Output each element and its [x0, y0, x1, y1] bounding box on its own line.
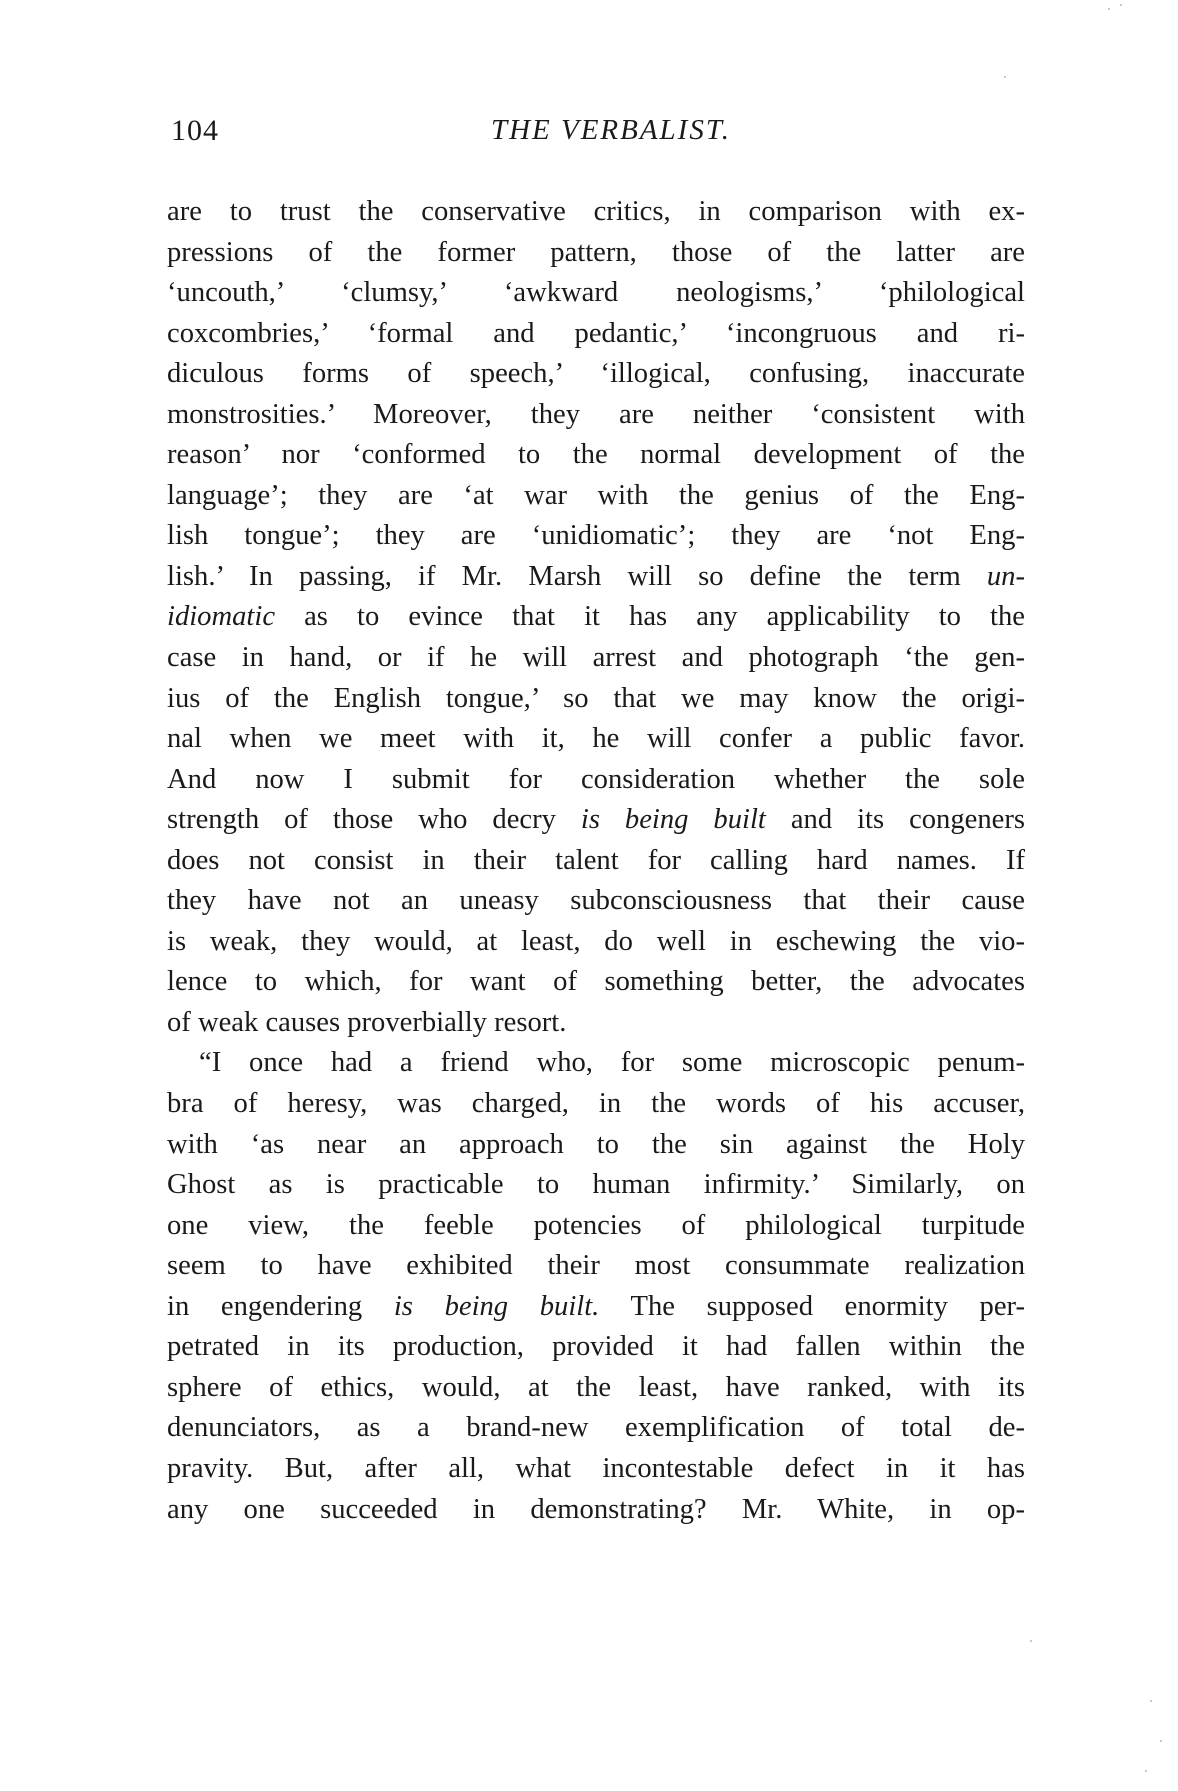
scan-speck — [1145, 1770, 1147, 1772]
text-line: with ‘as near an approach to the sin against the Holy — [167, 1128, 1025, 1160]
text-line: monstrosities.’ Moreover, they are neither ‘consistent with — [167, 398, 1025, 430]
text-line: does not consist in their talent for calling hard names. If — [167, 844, 1025, 876]
text-line: are to trust the conservative critics, in comparison with ex- — [167, 196, 1025, 227]
scan-speck — [1160, 1740, 1162, 1742]
text-line: one view, the feeble potencies of philological turpitude — [167, 1209, 1025, 1241]
italic-term: is being built — [580, 804, 766, 836]
text-line: diculous forms of speech,’ ‘illogical, confusing, inaccurate — [167, 358, 1025, 390]
text-line: is weak, they would, at least, do well in eschewing the vio- — [167, 925, 1025, 957]
text-line: idiomatic as to evince that it has any applicability to the — [167, 601, 1025, 633]
text-line: in engendering is being built. The supposed enormity per- — [167, 1290, 1025, 1322]
scan-speck — [1150, 1700, 1152, 1702]
text-line: nal when we meet with it, he will confer a public favor. — [167, 723, 1025, 755]
italic-term: un- — [986, 560, 1025, 592]
text-line: lence to which, for want of something better, the advocates — [167, 966, 1025, 998]
text-line: any one succeeded in demonstrating? Mr. White, in op- — [167, 1493, 1025, 1525]
italic-term: is being built. — [393, 1290, 600, 1322]
text-line: “I once had a friend who, for some microscopic penum- — [199, 1047, 1025, 1079]
text-line: pressions of the former pattern, those of the latter are — [167, 236, 1025, 268]
text-line: ‘uncouth,’ ‘clumsy,’ ‘awkward neologisms,’ ‘philological — [167, 277, 1025, 309]
text-line: And now I submit for consideration whether the sole — [167, 763, 1025, 795]
scan-speck — [1120, 4, 1122, 6]
text-line: pravity. But, after all, what incontestable defect in it has — [167, 1452, 1025, 1484]
page-number: 104 — [171, 114, 219, 147]
text-line: lish tongue’; they are ‘unidiomatic’; they are ‘not Eng- — [167, 520, 1025, 552]
text-line: of weak causes proverbially resort. — [167, 1006, 567, 1038]
text-line: language’; they are ‘at war with the genius of the Eng- — [167, 479, 1025, 511]
scan-speck — [1030, 1640, 1032, 1642]
text-line: reason’ nor ‘conformed to the normal development of the — [167, 439, 1025, 471]
text-line: bra of heresy, was charged, in the words of his accuser, — [167, 1088, 1025, 1120]
text-line: denunciators, as a brand-new exemplification of total de- — [167, 1412, 1025, 1444]
running-header — [167, 110, 1025, 154]
text-line: strength of those who decry is being built and its congeners — [167, 804, 1025, 836]
text-line: lish.’ In passing, if Mr. Marsh will so define the term un- — [167, 560, 1025, 592]
text-line: case in hand, or if he will arrest and photograph ‘the gen- — [167, 642, 1025, 674]
text-line: sphere of ethics, would, at the least, have ranked, with its — [167, 1371, 1025, 1403]
text-line: they have not an uneasy subconsciousness that their cause — [167, 885, 1025, 917]
text-line: coxcombries,’ ‘formal and pedantic,’ ‘incongruous and ri- — [167, 317, 1025, 349]
text-line: Ghost as is practicable to human infirmity.’ Similarly, on — [167, 1169, 1025, 1201]
running-title: THE VERBALIST. — [490, 114, 732, 146]
italic-term: idiomatic — [167, 601, 276, 633]
text-line: ius of the English tongue,’ so that we may know the origi- — [167, 682, 1025, 714]
body-text — [167, 192, 1025, 1530]
text-line: seem to have exhibited their most consummate realization — [167, 1250, 1025, 1282]
text-line: petrated in its production, provided it had fallen within the — [167, 1331, 1025, 1363]
scan-speck — [1108, 8, 1110, 10]
scan-speck — [1004, 76, 1006, 78]
